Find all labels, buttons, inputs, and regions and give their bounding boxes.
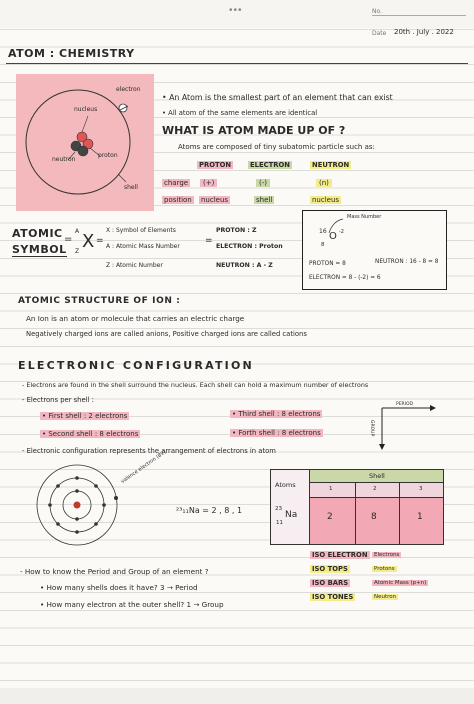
symbol-eq-3: =: [205, 236, 213, 246]
number-line: [372, 15, 466, 16]
legend-term-2: ISO TOPS: [312, 565, 348, 573]
made-of-subtext: Atoms are composed of tiny subatomic particle such as:: [178, 143, 375, 151]
symbol-def-a: A : Atomic Mass Number: [106, 243, 180, 250]
na-table: [270, 469, 444, 545]
atomic-symbol-heading-1: ATOMIC: [12, 227, 63, 240]
number-label: No.: [372, 8, 382, 15]
example-charge: -2: [339, 229, 344, 235]
page-footer: [0, 688, 474, 704]
position-electron: shell: [256, 196, 273, 204]
row-charge-label: charge: [164, 179, 189, 187]
symbol-def-z: Z : Atomic Number: [106, 262, 163, 269]
formula-proton: PROTON : Z: [216, 227, 257, 234]
legend-term-3: ISO BARS: [312, 579, 349, 587]
ion-line-1: An Ion is an atom or molecule that carries an electric charge: [26, 314, 245, 323]
charge-neutron: (n): [316, 179, 332, 187]
legend-def-2: Protons: [374, 566, 395, 572]
intro-bullet-1: • An Atom is the smallest part of an element that can exist: [162, 93, 393, 102]
symbol-def-x: X : Symbol of Elements: [106, 227, 176, 234]
na-table-shell-label: Shell: [369, 472, 385, 480]
label-proton: proton: [98, 152, 118, 159]
col-neutron: NEUTRON: [312, 161, 350, 169]
period-label: PERIOD: [396, 402, 414, 407]
na-config: ²³₁₁Na = 2 , 8 , 1: [176, 506, 243, 515]
symbol-letter: X: [82, 231, 95, 252]
symbol-eq-2: =: [96, 236, 104, 246]
sodium-shell-diagram: [32, 460, 122, 550]
atomic-symbol-heading-2: SYMBOL: [12, 243, 67, 256]
config-line-3: - Electronic configuration represents the arrangement of electrons in atom: [22, 447, 276, 455]
example-sub: 8: [321, 242, 325, 248]
example-neutron: NEUTRON : 16 - 8 = 8: [375, 259, 439, 265]
na-atom-sub: 11: [276, 520, 283, 526]
charge-proton: (+): [200, 179, 217, 187]
label-electron: electron: [116, 86, 141, 93]
formula-neutron: NEUTRON : A - Z: [216, 262, 273, 269]
charge-electron: (-): [256, 179, 270, 187]
col-proton: PROTON: [199, 161, 232, 169]
example-box: [302, 210, 447, 290]
atom-diagram: [16, 74, 154, 211]
ion-heading: ATOMIC STRUCTURE OF ION :: [18, 296, 181, 306]
period-group-arrows-icon: [372, 400, 442, 450]
na-value-1: 2: [327, 512, 333, 522]
example-proton: PROTON = 8: [309, 261, 346, 267]
shell-num-3: 3: [419, 486, 423, 492]
col-electron: ELECTRON: [250, 161, 290, 169]
iso-legend: [310, 551, 442, 607]
label-neutron: neutron: [52, 156, 76, 163]
date-value: 20th . July . 2022: [394, 28, 454, 36]
config-heading: ELECTRONIC CONFIGURATION: [18, 359, 254, 372]
made-of-heading: WHAT IS ATOM MADE UP OF ?: [162, 124, 346, 137]
legend-def-1: Electrons: [374, 552, 400, 558]
label-shell: shell: [124, 184, 138, 191]
na-atom-sup: 23: [275, 506, 282, 512]
shell-forth: • Forth shell : 8 electrons: [232, 429, 321, 437]
legend-def-3: Atomic Mass (p+n): [374, 580, 427, 586]
menu-dots-icon[interactable]: •••: [229, 5, 243, 16]
config-line-1: - Electrons are found in the shell surround the nucleus. Each shell can hold a maximum number of electrons: [22, 381, 369, 389]
shell-num-1: 1: [329, 486, 333, 492]
intro-bullet-2: • All atom of the same elements are identical: [162, 109, 318, 117]
na-atom-symbol: Na: [285, 510, 298, 520]
atomic-symbol-eq: =: [64, 234, 73, 245]
example-sup: 16: [319, 228, 327, 235]
position-proton: nucleus: [201, 196, 229, 204]
na-value-2: 8: [371, 512, 377, 522]
config-line-2: - Electrons per shell :: [22, 396, 94, 404]
period-q2: • How many electron at the outer shell? 1 → Group: [40, 600, 224, 609]
symbol-sup: A: [75, 228, 80, 235]
legend-def-4: Neutron: [374, 594, 397, 600]
period-q1: • How many shells does it have? 3 → Period: [40, 583, 198, 592]
example-mass-label: Mass Number: [347, 214, 382, 220]
shell-first: • First shell : 2 electrons: [42, 412, 128, 420]
legend-term-4: ISO TONES: [312, 593, 354, 601]
legend-term-1: ISO ELECTRON: [312, 551, 368, 559]
shell-second: • Second shell : 8 electrons: [42, 430, 139, 438]
ion-line-2: Negatively charged ions are called anions, Positive charged ions are called cations: [26, 330, 307, 338]
row-position-label: position: [164, 196, 192, 204]
example-electron: ELECTRON = 8 - (-2) = 6: [309, 275, 381, 281]
label-nucleus: nucleus: [74, 106, 98, 113]
example-symbol: O: [329, 231, 337, 242]
na-table-divider-2: [399, 483, 400, 544]
na-table-atoms-label: Atoms: [275, 481, 296, 489]
valence-label: valence electron (8V): [120, 449, 168, 485]
date-label: Date: [372, 30, 387, 37]
position-neutron: nucleus: [312, 196, 340, 204]
page-title: ATOM : CHEMISTRY: [8, 47, 135, 60]
period-question: - How to know the Period and Group of an element ?: [20, 567, 209, 576]
group-label: GROUP: [369, 420, 374, 437]
shell-num-2: 2: [373, 486, 377, 492]
shell-third: • Third shell : 8 electrons: [232, 410, 321, 418]
na-value-3: 1: [417, 512, 423, 522]
na-table-divider-1: [355, 483, 356, 544]
symbol-sub: Z: [75, 248, 80, 255]
formula-electron: ELECTRON : Proton: [216, 243, 283, 250]
title-underline: [6, 63, 468, 64]
